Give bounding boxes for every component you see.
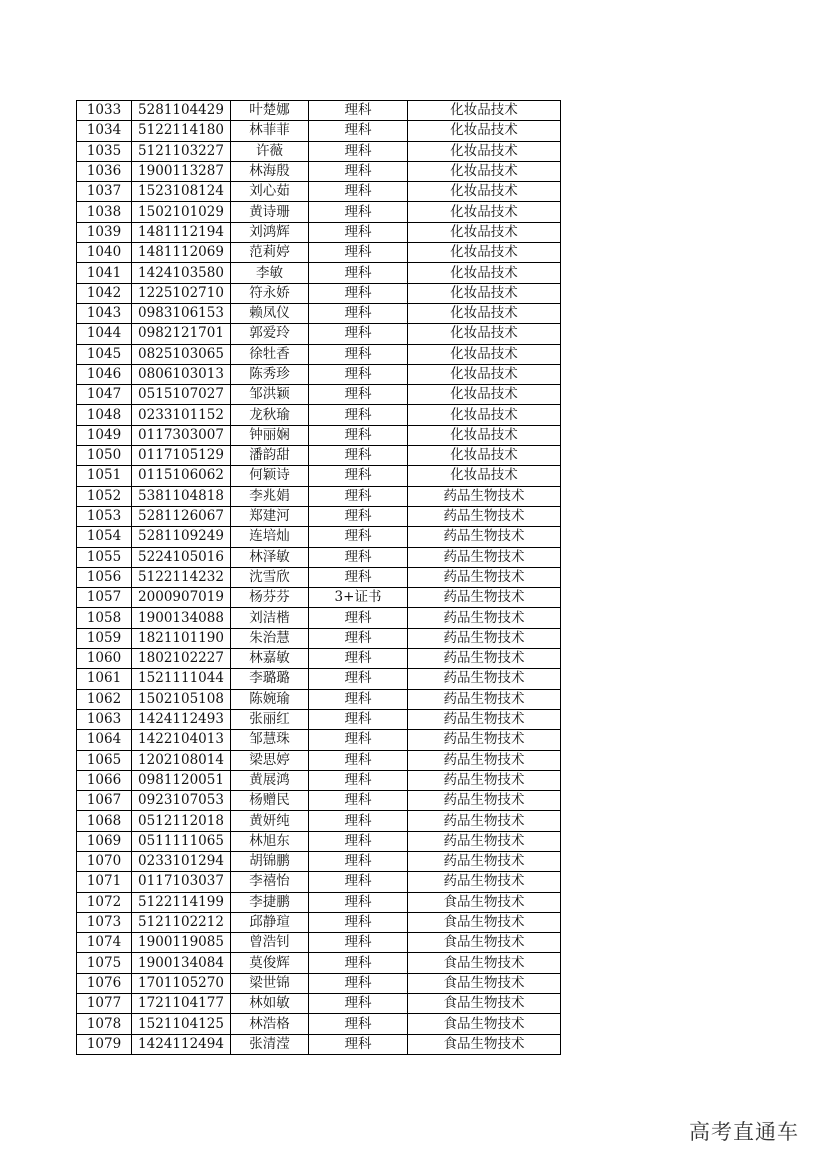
candidate-id-cell: 1502105108 — [132, 689, 231, 709]
table-row — [77, 506, 561, 526]
major-cell: 食品生物技术 — [408, 912, 561, 932]
serial-number-cell: 1072 — [77, 892, 132, 912]
candidate-id-cell: 1422104013 — [132, 730, 231, 750]
student-name-cell: 潘韵甜 — [231, 446, 309, 466]
major-cell: 化妆品技术 — [408, 405, 561, 425]
candidate-id-cell: 1225102710 — [132, 283, 231, 303]
serial-number-cell: 1034 — [77, 121, 132, 141]
student-name-cell: 刘洁楷 — [231, 608, 309, 628]
candidate-id-cell: 1502101029 — [132, 202, 231, 222]
candidate-id-cell: 0233101152 — [132, 405, 231, 425]
major-cell: 化妆品技术 — [408, 263, 561, 283]
student-name-cell: 符永娇 — [231, 283, 309, 303]
student-name-cell: 郑建河 — [231, 506, 309, 526]
student-name-cell: 林泽敏 — [231, 547, 309, 567]
major-cell: 药品生物技术 — [408, 567, 561, 587]
major-cell: 化妆品技术 — [408, 141, 561, 161]
serial-number-cell: 1058 — [77, 608, 132, 628]
table-row — [77, 324, 561, 344]
student-name-cell: 张丽红 — [231, 709, 309, 729]
major-cell: 药品生物技术 — [408, 649, 561, 669]
major-cell: 药品生物技术 — [408, 506, 561, 526]
table-row — [77, 628, 561, 648]
serial-number-cell: 1061 — [77, 669, 132, 689]
serial-number-cell: 1060 — [77, 649, 132, 669]
serial-number-cell: 1071 — [77, 872, 132, 892]
table-row — [77, 364, 561, 384]
subject-category-cell: 理科 — [309, 283, 408, 303]
table-row — [77, 689, 561, 709]
serial-number-cell: 1042 — [77, 283, 132, 303]
candidate-id-cell: 2000907019 — [132, 588, 231, 608]
serial-number-cell: 1077 — [77, 994, 132, 1014]
subject-category-cell: 3+证书 — [309, 588, 408, 608]
subject-category-cell: 理科 — [309, 466, 408, 486]
subject-category-cell: 理科 — [309, 182, 408, 202]
admission-list-table — [76, 100, 561, 1055]
subject-category-cell: 理科 — [309, 303, 408, 323]
serial-number-cell: 1051 — [77, 466, 132, 486]
watermark: 高考直通车 — [689, 1120, 799, 1144]
subject-category-cell: 理科 — [309, 567, 408, 587]
table-row — [77, 872, 561, 892]
candidate-id-cell: 1900119085 — [132, 933, 231, 953]
subject-category-cell: 理科 — [309, 689, 408, 709]
table-row — [77, 567, 561, 587]
subject-category-cell: 理科 — [309, 933, 408, 953]
table-row — [77, 182, 561, 202]
table-row — [77, 161, 561, 181]
candidate-id-cell: 0983106153 — [132, 303, 231, 323]
subject-category-cell: 理科 — [309, 263, 408, 283]
table-row — [77, 121, 561, 141]
subject-category-cell: 理科 — [309, 344, 408, 364]
major-cell: 药品生物技术 — [408, 588, 561, 608]
candidate-id-cell: 1521111044 — [132, 669, 231, 689]
table-row — [77, 202, 561, 222]
candidate-id-cell: 1424103580 — [132, 263, 231, 283]
student-name-cell: 胡锦鹏 — [231, 851, 309, 871]
table-row — [77, 770, 561, 790]
table-row — [77, 425, 561, 445]
student-name-cell: 范莉婷 — [231, 243, 309, 263]
serial-number-cell: 1045 — [77, 344, 132, 364]
major-cell: 药品生物技术 — [408, 689, 561, 709]
major-cell: 食品生物技术 — [408, 994, 561, 1014]
student-name-cell: 邹洪颖 — [231, 385, 309, 405]
student-name-cell: 钟丽娴 — [231, 425, 309, 445]
student-name-cell: 黄展鸿 — [231, 770, 309, 790]
table-row — [77, 263, 561, 283]
subject-category-cell: 理科 — [309, 121, 408, 141]
table-row — [77, 344, 561, 364]
subject-category-cell: 理科 — [309, 486, 408, 506]
serial-number-cell: 1047 — [77, 385, 132, 405]
subject-category-cell: 理科 — [309, 953, 408, 973]
student-name-cell: 邹慧珠 — [231, 730, 309, 750]
candidate-id-cell: 1481112069 — [132, 243, 231, 263]
table-row — [77, 811, 561, 831]
student-name-cell: 李禧怡 — [231, 872, 309, 892]
table-row — [77, 994, 561, 1014]
major-cell: 药品生物技术 — [408, 831, 561, 851]
major-cell: 药品生物技术 — [408, 811, 561, 831]
candidate-id-cell: 0117303007 — [132, 425, 231, 445]
candidate-id-cell: 0923107053 — [132, 791, 231, 811]
subject-category-cell: 理科 — [309, 730, 408, 750]
major-cell: 化妆品技术 — [408, 385, 561, 405]
table-row — [77, 973, 561, 993]
student-name-cell: 邱静瑄 — [231, 912, 309, 932]
major-cell: 化妆品技术 — [408, 466, 561, 486]
subject-category-cell: 理科 — [309, 912, 408, 932]
subject-category-cell: 理科 — [309, 872, 408, 892]
table-row — [77, 953, 561, 973]
table-row — [77, 1014, 561, 1034]
major-cell: 食品生物技术 — [408, 953, 561, 973]
candidate-id-cell: 0806103013 — [132, 364, 231, 384]
table-row — [77, 243, 561, 263]
student-name-cell: 梁思婷 — [231, 750, 309, 770]
major-cell: 药品生物技术 — [408, 872, 561, 892]
candidate-id-cell: 5122114180 — [132, 121, 231, 141]
student-name-cell: 林旭东 — [231, 831, 309, 851]
serial-number-cell: 1050 — [77, 446, 132, 466]
major-cell: 化妆品技术 — [408, 425, 561, 445]
candidate-id-cell: 1821101190 — [132, 628, 231, 648]
serial-number-cell: 1054 — [77, 527, 132, 547]
candidate-id-cell: 1481112194 — [132, 222, 231, 242]
major-cell: 药品生物技术 — [408, 750, 561, 770]
candidate-id-cell: 0825103065 — [132, 344, 231, 364]
major-cell: 化妆品技术 — [408, 283, 561, 303]
serial-number-cell: 1068 — [77, 811, 132, 831]
table-row — [77, 791, 561, 811]
subject-category-cell: 理科 — [309, 527, 408, 547]
table-row — [77, 446, 561, 466]
major-cell: 化妆品技术 — [408, 243, 561, 263]
major-cell: 食品生物技术 — [408, 973, 561, 993]
student-name-cell: 连培灿 — [231, 527, 309, 547]
subject-category-cell: 理科 — [309, 547, 408, 567]
major-cell: 化妆品技术 — [408, 446, 561, 466]
table-row — [77, 405, 561, 425]
candidate-id-cell: 1521104125 — [132, 1014, 231, 1034]
table-row — [77, 588, 561, 608]
major-cell: 食品生物技术 — [408, 1034, 561, 1054]
student-name-cell: 许薇 — [231, 141, 309, 161]
serial-number-cell: 1035 — [77, 141, 132, 161]
subject-category-cell: 理科 — [309, 649, 408, 669]
student-name-cell: 林如敏 — [231, 994, 309, 1014]
student-name-cell: 李璐璐 — [231, 669, 309, 689]
subject-category-cell: 理科 — [309, 243, 408, 263]
student-name-cell: 黄诗珊 — [231, 202, 309, 222]
major-cell: 化妆品技术 — [408, 202, 561, 222]
candidate-id-cell: 5121103227 — [132, 141, 231, 161]
student-name-cell: 叶楚娜 — [231, 101, 309, 121]
student-name-cell: 梁世锦 — [231, 973, 309, 993]
candidate-id-cell: 0511111065 — [132, 831, 231, 851]
candidate-id-cell: 0512112018 — [132, 811, 231, 831]
table-row — [77, 851, 561, 871]
table-row — [77, 222, 561, 242]
major-cell: 药品生物技术 — [408, 628, 561, 648]
subject-category-cell: 理科 — [309, 1034, 408, 1054]
candidate-id-cell: 5281126067 — [132, 506, 231, 526]
table-row — [77, 283, 561, 303]
major-cell: 药品生物技术 — [408, 730, 561, 750]
major-cell: 化妆品技术 — [408, 222, 561, 242]
subject-category-cell: 理科 — [309, 791, 408, 811]
table-row — [77, 892, 561, 912]
student-name-cell: 张清滢 — [231, 1034, 309, 1054]
serial-number-cell: 1056 — [77, 567, 132, 587]
table-row — [77, 649, 561, 669]
serial-number-cell: 1043 — [77, 303, 132, 323]
serial-number-cell: 1040 — [77, 243, 132, 263]
serial-number-cell: 1069 — [77, 831, 132, 851]
serial-number-cell: 1078 — [77, 1014, 132, 1034]
student-name-cell: 李捷鹏 — [231, 892, 309, 912]
table-row — [77, 1034, 561, 1054]
major-cell: 化妆品技术 — [408, 303, 561, 323]
student-name-cell: 徐牡香 — [231, 344, 309, 364]
serial-number-cell: 1066 — [77, 770, 132, 790]
table-row — [77, 912, 561, 932]
serial-number-cell: 1062 — [77, 689, 132, 709]
student-name-cell: 林嘉敏 — [231, 649, 309, 669]
serial-number-cell: 1057 — [77, 588, 132, 608]
student-name-cell: 林海殷 — [231, 161, 309, 181]
serial-number-cell: 1039 — [77, 222, 132, 242]
candidate-id-cell: 5224105016 — [132, 547, 231, 567]
subject-category-cell: 理科 — [309, 811, 408, 831]
major-cell: 食品生物技术 — [408, 1014, 561, 1034]
serial-number-cell: 1074 — [77, 933, 132, 953]
table-row — [77, 547, 561, 567]
major-cell: 化妆品技术 — [408, 182, 561, 202]
serial-number-cell: 1070 — [77, 851, 132, 871]
student-name-cell: 沈雪欣 — [231, 567, 309, 587]
subject-category-cell: 理科 — [309, 994, 408, 1014]
subject-category-cell: 理科 — [309, 831, 408, 851]
serial-number-cell: 1052 — [77, 486, 132, 506]
table-row — [77, 730, 561, 750]
subject-category-cell: 理科 — [309, 446, 408, 466]
subject-category-cell: 理科 — [309, 750, 408, 770]
major-cell: 药品生物技术 — [408, 669, 561, 689]
subject-category-cell: 理科 — [309, 608, 408, 628]
student-name-cell: 郭爱玲 — [231, 324, 309, 344]
subject-category-cell: 理科 — [309, 161, 408, 181]
candidate-id-cell: 5122114232 — [132, 567, 231, 587]
major-cell: 药品生物技术 — [408, 770, 561, 790]
table-row — [77, 669, 561, 689]
serial-number-cell: 1048 — [77, 405, 132, 425]
subject-category-cell: 理科 — [309, 405, 408, 425]
major-cell: 药品生物技术 — [408, 791, 561, 811]
serial-number-cell: 1049 — [77, 425, 132, 445]
subject-category-cell: 理科 — [309, 892, 408, 912]
serial-number-cell: 1038 — [77, 202, 132, 222]
subject-category-cell: 理科 — [309, 1014, 408, 1034]
table-row — [77, 527, 561, 547]
table-row — [77, 141, 561, 161]
candidate-id-cell: 1424112493 — [132, 709, 231, 729]
candidate-id-cell: 0233101294 — [132, 851, 231, 871]
student-name-cell: 赖凤仪 — [231, 303, 309, 323]
student-name-cell: 龙秋瑜 — [231, 405, 309, 425]
major-cell: 药品生物技术 — [408, 608, 561, 628]
subject-category-cell: 理科 — [309, 385, 408, 405]
subject-category-cell: 理科 — [309, 506, 408, 526]
serial-number-cell: 1073 — [77, 912, 132, 932]
serial-number-cell: 1033 — [77, 101, 132, 121]
student-name-cell: 莫俊辉 — [231, 953, 309, 973]
student-name-cell: 杨赠民 — [231, 791, 309, 811]
candidate-id-cell: 0515107027 — [132, 385, 231, 405]
student-name-cell: 李敏 — [231, 263, 309, 283]
subject-category-cell: 理科 — [309, 324, 408, 344]
student-name-cell: 陈秀珍 — [231, 364, 309, 384]
table-row — [77, 466, 561, 486]
candidate-id-cell: 0982121701 — [132, 324, 231, 344]
serial-number-cell: 1075 — [77, 953, 132, 973]
major-cell: 化妆品技术 — [408, 344, 561, 364]
major-cell: 化妆品技术 — [408, 121, 561, 141]
serial-number-cell: 1063 — [77, 709, 132, 729]
student-name-cell: 林菲菲 — [231, 121, 309, 141]
subject-category-cell: 理科 — [309, 101, 408, 121]
student-name-cell: 李兆娟 — [231, 486, 309, 506]
major-cell: 食品生物技术 — [408, 892, 561, 912]
student-name-cell: 杨芬芬 — [231, 588, 309, 608]
candidate-id-cell: 1900134088 — [132, 608, 231, 628]
candidate-id-cell: 5281109249 — [132, 527, 231, 547]
candidate-id-cell: 1701105270 — [132, 973, 231, 993]
major-cell: 化妆品技术 — [408, 161, 561, 181]
table-row — [77, 385, 561, 405]
subject-category-cell: 理科 — [309, 770, 408, 790]
subject-category-cell: 理科 — [309, 222, 408, 242]
subject-category-cell: 理科 — [309, 628, 408, 648]
subject-category-cell: 理科 — [309, 364, 408, 384]
student-name-cell: 黄妍纯 — [231, 811, 309, 831]
candidate-id-cell: 5281104429 — [132, 101, 231, 121]
serial-number-cell: 1053 — [77, 506, 132, 526]
candidate-id-cell: 0981120051 — [132, 770, 231, 790]
table-row — [77, 933, 561, 953]
table-row — [77, 831, 561, 851]
serial-number-cell: 1046 — [77, 364, 132, 384]
candidate-id-cell: 5122114199 — [132, 892, 231, 912]
student-name-cell: 刘鸿辉 — [231, 222, 309, 242]
serial-number-cell: 1059 — [77, 628, 132, 648]
major-cell: 化妆品技术 — [408, 364, 561, 384]
candidate-id-cell: 0117105129 — [132, 446, 231, 466]
table-row — [77, 608, 561, 628]
subject-category-cell: 理科 — [309, 425, 408, 445]
student-name-cell: 刘心茹 — [231, 182, 309, 202]
serial-number-cell: 1076 — [77, 973, 132, 993]
table-row — [77, 486, 561, 506]
subject-category-cell: 理科 — [309, 851, 408, 871]
subject-category-cell: 理科 — [309, 669, 408, 689]
student-name-cell: 林浩格 — [231, 1014, 309, 1034]
table-row — [77, 303, 561, 323]
major-cell: 化妆品技术 — [408, 101, 561, 121]
major-cell: 药品生物技术 — [408, 486, 561, 506]
candidate-id-cell: 1202108014 — [132, 750, 231, 770]
candidate-id-cell: 1721104177 — [132, 994, 231, 1014]
candidate-id-cell: 1900134084 — [132, 953, 231, 973]
subject-category-cell: 理科 — [309, 141, 408, 161]
candidate-id-cell: 5121102212 — [132, 912, 231, 932]
serial-number-cell: 1079 — [77, 1034, 132, 1054]
major-cell: 药品生物技术 — [408, 527, 561, 547]
student-name-cell: 何颖诗 — [231, 466, 309, 486]
table-row — [77, 750, 561, 770]
candidate-id-cell: 0115106062 — [132, 466, 231, 486]
candidate-id-cell: 0117103037 — [132, 872, 231, 892]
subject-category-cell: 理科 — [309, 973, 408, 993]
table-row — [77, 101, 561, 121]
table-body — [77, 101, 561, 1055]
major-cell: 药品生物技术 — [408, 547, 561, 567]
major-cell: 食品生物技术 — [408, 933, 561, 953]
serial-number-cell: 1044 — [77, 324, 132, 344]
candidate-id-cell: 1900113287 — [132, 161, 231, 181]
major-cell: 药品生物技术 — [408, 851, 561, 871]
major-cell: 药品生物技术 — [408, 709, 561, 729]
student-name-cell: 陈婉瑜 — [231, 689, 309, 709]
table-row — [77, 709, 561, 729]
subject-category-cell: 理科 — [309, 709, 408, 729]
serial-number-cell: 1037 — [77, 182, 132, 202]
serial-number-cell: 1036 — [77, 161, 132, 181]
serial-number-cell: 1065 — [77, 750, 132, 770]
subject-category-cell: 理科 — [309, 202, 408, 222]
student-name-cell: 曾浩钊 — [231, 933, 309, 953]
student-name-cell: 朱治慧 — [231, 628, 309, 648]
candidate-id-cell: 1424112494 — [132, 1034, 231, 1054]
serial-number-cell: 1041 — [77, 263, 132, 283]
serial-number-cell: 1067 — [77, 791, 132, 811]
candidate-id-cell: 1523108124 — [132, 182, 231, 202]
candidate-id-cell: 5381104818 — [132, 486, 231, 506]
serial-number-cell: 1064 — [77, 730, 132, 750]
serial-number-cell: 1055 — [77, 547, 132, 567]
major-cell: 化妆品技术 — [408, 324, 561, 344]
candidate-id-cell: 1802102227 — [132, 649, 231, 669]
